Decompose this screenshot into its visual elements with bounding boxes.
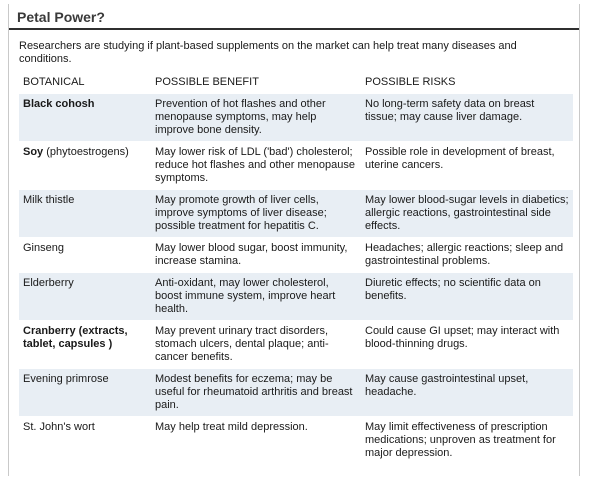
risks-cell: May limit effectiveness of prescription medications; unproven as treatment for major depression. bbox=[361, 417, 573, 465]
benefit-cell: May lower blood sugar, boost immunity, increase stamina. bbox=[151, 238, 361, 273]
benefit-cell: May lower risk of LDL ('bad') cholesterol; reduce hot flashes and other menopause symptoms. bbox=[151, 142, 361, 190]
page-title: Petal Power? bbox=[17, 9, 105, 25]
table-row bbox=[19, 417, 573, 465]
botanical-name-suffix: Elderberry bbox=[23, 277, 74, 289]
botanical-name: Soy bbox=[23, 146, 44, 158]
botanicals-table bbox=[19, 73, 573, 464]
benefit-cell: Prevention of hot flashes and other menopause symptoms, may help improve bone density. bbox=[151, 94, 361, 142]
table-row bbox=[19, 273, 573, 321]
botanical-cell bbox=[19, 417, 151, 465]
header-botanical: BOTANICAL bbox=[23, 76, 85, 88]
risks-cell: Possible role in development of breast, uterine cancers. bbox=[361, 142, 573, 190]
table-row bbox=[19, 321, 573, 369]
table-row bbox=[19, 190, 573, 238]
table-row bbox=[19, 94, 573, 142]
benefit-cell: Modest benefits for eczema; may be useful for rheumatoid arthritis and breast pain. bbox=[151, 369, 361, 417]
header-benefit: POSSIBLE BENEFIT bbox=[155, 76, 259, 88]
intro-text: Researchers are studying if plant-based supplements on the market can help treat many diseases and conditions. bbox=[19, 40, 517, 65]
botanical-cell bbox=[19, 94, 151, 142]
table-row bbox=[19, 142, 573, 190]
risks-cell: May lower blood-sugar levels in diabetics; allergic reactions, gastrointestinal side effects. bbox=[361, 190, 573, 238]
table-row bbox=[19, 238, 573, 273]
benefit-cell: May prevent urinary tract disorders, stomach ulcers, dental plaque; anti-cancer benefits. bbox=[151, 321, 361, 369]
botanical-cell bbox=[19, 369, 151, 417]
botanical-name-suffix: Ginseng bbox=[23, 242, 64, 254]
benefit-cell: May help treat mild depression. bbox=[151, 417, 361, 465]
table-row bbox=[19, 369, 573, 417]
botanical-name: Cranberry (extracts, tablet, capsules ) bbox=[23, 325, 128, 350]
risks-cell: Diuretic effects; no scientific data on benefits. bbox=[361, 273, 573, 321]
botanical-name-suffix: Milk thistle bbox=[23, 194, 75, 206]
benefit-cell: May promote growth of liver cells, improve symptoms of liver disease; possible treatment for hepatitis C. bbox=[151, 190, 361, 238]
infobox bbox=[8, 4, 580, 476]
botanical-cell bbox=[19, 190, 151, 238]
risks-cell: Headaches; allergic reactions; sleep and gastrointestinal problems. bbox=[361, 238, 573, 273]
botanical-cell bbox=[19, 321, 151, 369]
botanical-name-suffix: Evening primrose bbox=[23, 373, 109, 385]
title-bar bbox=[9, 4, 579, 30]
risks-cell: May cause gastrointestinal upset, headache. bbox=[361, 369, 573, 417]
botanical-name-suffix: (phytoestrogens) bbox=[43, 146, 129, 158]
risks-cell: Could cause GI upset; may interact with blood-thinning drugs. bbox=[361, 321, 573, 369]
botanical-cell bbox=[19, 238, 151, 273]
botanical-cell bbox=[19, 142, 151, 190]
benefit-cell: Anti-oxidant, may lower cholesterol, boost immune system, improve heart health. bbox=[151, 273, 361, 321]
botanical-name-suffix: St. John's wort bbox=[23, 421, 95, 433]
botanical-name: Black cohosh bbox=[23, 98, 95, 110]
header-risks: POSSIBLE RISKS bbox=[365, 76, 456, 88]
risks-cell: No long-term safety data on breast tissue; may cause liver damage. bbox=[361, 94, 573, 142]
botanical-cell bbox=[19, 273, 151, 321]
table-header-row bbox=[19, 73, 573, 94]
